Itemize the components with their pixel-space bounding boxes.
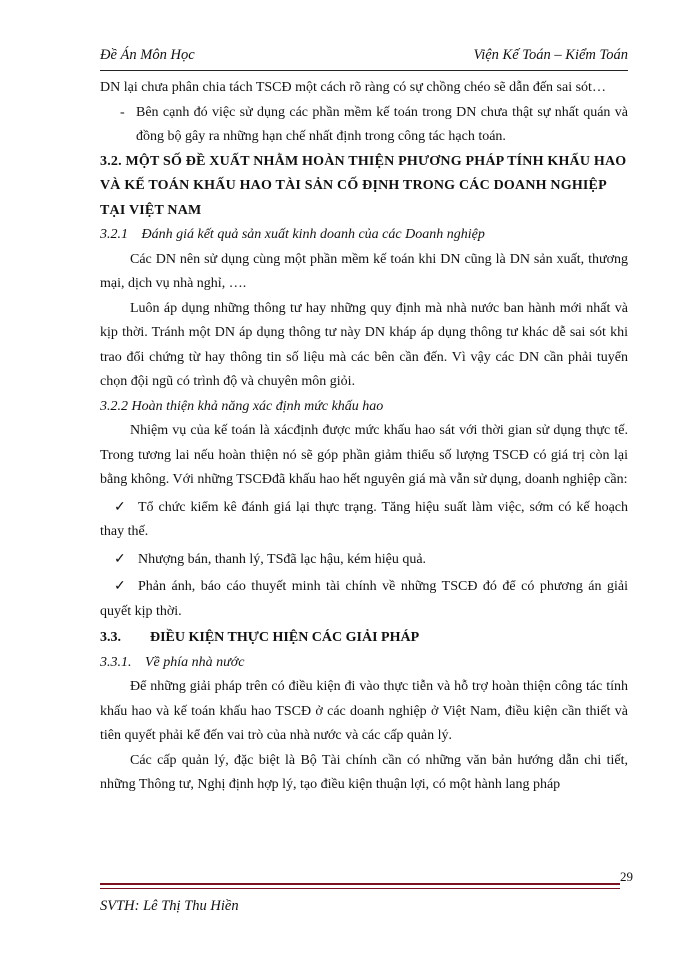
checkmark-icon: ✓ [114, 579, 126, 594]
paragraph: Các cấp quản lý, đặc biệt là Bộ Tài chính cần có những văn bản hướng dẫn chi tiết, những Thông tư, Nghị định hợp lý, tạo điều kiện thuận lợi, có một hành lang pháp [100, 752, 628, 792]
footer-divider-thin [100, 888, 620, 889]
checklist-item-text: Phản ánh, báo cáo thuyết minh tài chính về những TSCĐ đó để có phương án giải quyết kịp thời. [100, 579, 628, 619]
subsection-title: Về phía nhà nước [145, 654, 245, 670]
checklist-item [100, 548, 628, 573]
checklist-item-text: Tổ chức kiểm kê đánh giá lại thực trạng. Tăng hiệu suất làm việc, sớm có kế hoạch thay thế. [100, 499, 628, 539]
paragraph: Nhiệm vụ của kế toán là xácđịnh được mức khấu hao sát với thời gian sử dụng thực tế. Trong tương lai nếu hoàn thiện nó sẽ góp phần giảm thiểu số lượng TSCĐ có giá trị còn lại bằng không. Với những TSCĐđã khấu hao hết nguyên giá mà vẫn sử dụng, doanh nghiệp cần: [100, 423, 628, 487]
dash-list-item [100, 101, 628, 150]
dash-item-text: Bên cạnh đó việc sử dụng các phần mềm kế toán trong DN chưa thật sự nhất quán và đồng bộ gây ra những hạn chế nhất định trong công tác hạch toán. [136, 104, 628, 144]
section-heading-3-2: 3.2. MỘT SỐ ĐỀ XUẤT NHẰM HOÀN THIỆN PHƯƠNG PHÁP TÍNH KHẤU HAO VÀ KẾ TOÁN KHẤU HAO TÀI SẢN CỐ ĐỊNH TRONG CÁC DOANH NGHIỆP TẠI VIỆT NAM [100, 153, 627, 218]
section-title: ĐIỀU KIỆN THỰC HIỆN CÁC GIẢI PHÁP [150, 630, 420, 645]
paragraph: DN lại chưa phân chia tách TSCĐ một cách rõ ràng có sự chồng chéo sẽ dẫn đến sai sót… [100, 80, 606, 95]
subsection-heading-3-3-1 [100, 651, 628, 676]
checkmark-icon: ✓ [114, 499, 126, 515]
page-header [100, 47, 628, 69]
header-divider [100, 70, 628, 71]
footer-divider-thick [100, 883, 620, 885]
paragraph: Để những giải pháp trên có điều kiện đi vào thực tiễn và hỗ trợ hoàn thiện công tác tính khấu hao và kế toán khấu hao TSCĐ ở các doanh nghiệp ở Việt Nam, điều kiện cần thiết và tiên quyết phải kể đến vai trò của nhà nước và các cấp quản lý. [100, 679, 628, 743]
header-course-title: Đề Án Môn Học [100, 47, 195, 63]
paragraph: Các DN nên sử dụng cùng một phần mềm kế toán khi DN cũng là DN sản xuất, thương mại, dịch vụ nhà nghỉ, …. [100, 251, 628, 291]
checklist-item [100, 575, 628, 624]
subsection-heading-3-2-2: 3.2.2 Hoàn thiện khả năng xác định mức khấu hao [100, 398, 384, 414]
header-institute: Viện Kế Toán – Kiểm Toán [473, 47, 628, 63]
page-number: 29 [620, 869, 633, 884]
page-body [100, 76, 628, 798]
checkmark-icon: ✓ [114, 551, 126, 567]
paragraph: Luôn áp dụng những thông tư hay những quy định mà nhà nước ban hành mới nhất và kịp thời. Tránh một DN áp dụng thông tư này DN kháp áp dụng thông tư khác dễ sai sót khi trao đổi chứng từ hay thông tin số liệu mà các bên cần đến. Vì vậy các DN cần phải tuyển chọn đội ngũ có trình độ và chuyên môn giỏi. [100, 300, 628, 389]
checklist-item-text: Nhượng bán, thanh lý, TSđã lạc hậu, kém hiệu quả. [138, 551, 427, 567]
section-heading-3-3 [100, 626, 628, 651]
checklist-item [100, 496, 628, 545]
subsection-number: 3.2.1 [100, 227, 128, 242]
subsection-heading-3-2-1 [100, 223, 628, 248]
dash-bullet: - [120, 104, 125, 120]
section-number: 3.3. [100, 630, 121, 645]
subsection-number: 3.3.1. [100, 654, 132, 670]
subsection-title: Đánh giá kết quả sản xuất kinh doanh của các Doanh nghiệp [141, 227, 485, 242]
footer-author: SVTH: Lê Thị Thu Hiền [100, 898, 239, 914]
